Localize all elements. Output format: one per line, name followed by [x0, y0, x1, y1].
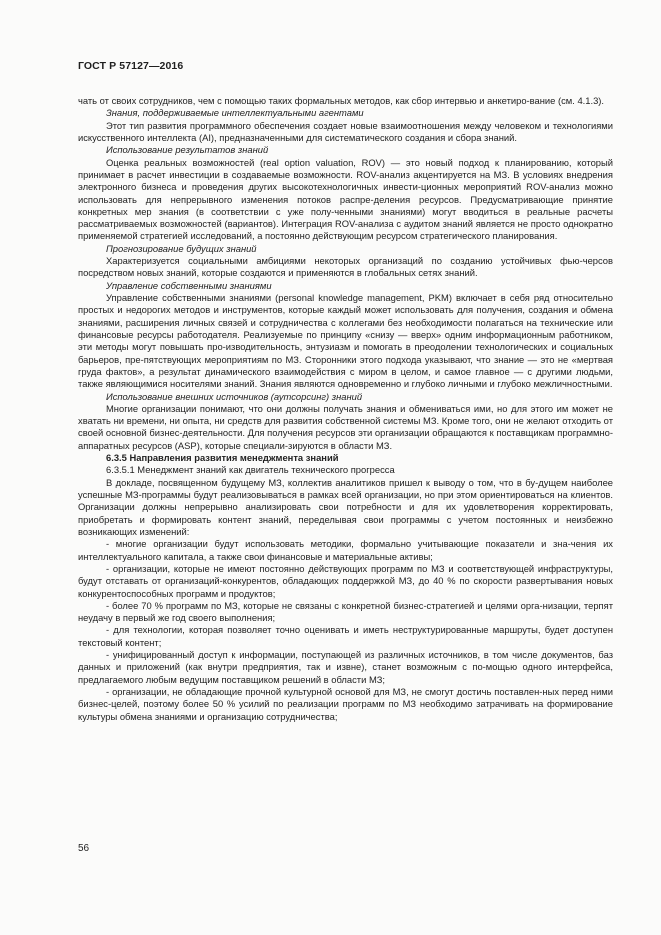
standard-header: ГОСТ Р 57127—2016 [78, 60, 184, 72]
paragraph: Этот тип развития программного обеспечения создает новые взаимоотношения между человеком и технологиями искусственного интеллекта (AI), предназначенными для систематического создания и сбора знаний. [78, 119, 613, 143]
section-heading: 6.3.5 Направления развития менеджмента знаний [106, 452, 339, 464]
section-subheading: Использование внешних источников (аутсорсинг) знаний [106, 390, 363, 402]
section-subheading: Знания, поддерживаемые интеллектуальными агентами [106, 107, 364, 119]
subsection-title: 6.3.5.1 Менеджмент знаний как двигатель технического прогресса [106, 464, 395, 476]
list-item: - организации, которые не имеют постоянно действующих программ по МЗ и соответствующей инфраструктуры, будут отставать от организаций-конкурентов, обладающих поддержкой МЗ, до 40 % по скорости развертывания новых конкурентоспособных программ и продуктов; [78, 562, 613, 599]
paragraph: Оценка реальных возможностей (real option valuation, ROV) — это новый подход к планированию, который принимает в расчет инвестиции в создаваемые возможности. ROV-анализ акцентируется на МЗ. В условиях внедрения электронного бизнеса и проведения других высокотехнологичных инвести-ционных мероприятий ROV-анализ можно использовать для непрерывного изменения потоков распре-деления ресурсов. Предусматривающие принятие конкретных мер знания (в соответствии с уже полу-ченными знаниями) могут вводиться в реальные расчеты рассматриваемых возможностей (вариантов). Интеграция ROV-анализа с аудитом знаний является не просто однократно применяемой стратегией исследований, а постоянно действующим ресурсом стратегического планирования. [78, 156, 613, 242]
list-item: - многие организации будут использовать методики, формально учитывающие показатели и зна-чения их интеллектуального капитала, а также свои финансовые и материальные активы; [78, 538, 613, 562]
page-number: 56 [78, 843, 90, 854]
list-item: - для технологии, которая позволяет точно оценивать и иметь неструктурированные маршруты, будет доступен текстовый контент; [78, 624, 613, 648]
document-body [78, 95, 613, 723]
list-item: - унифицированный доступ к информации, поступающей из различных источников, в том числе документов, баз данных и приложений (как внутри предприятия, так и извне), станет возможным с по-мощью одного интерфейса, предлагаемого любым ведущим поставщиком решений в области МЗ; [78, 649, 613, 685]
paragraph: Многие организации понимают, что они должны получать знания и обмениваться ими, но для этого им может не хватать ни времени, ни опыта, ни средств для развития собственной системы МЗ. Кроме того, они не желают отходить от своей основной бизнес-деятельности. Для получения ресурсов эти организации обращаются к поставщикам программно-аппаратных ресурсов (ASP), которые специали-зируются в области МЗ. [78, 402, 613, 451]
section-subheading: Использование результатов знаний [106, 144, 269, 156]
section-subheading: Прогнозирование будущих знаний [106, 242, 257, 254]
paragraph: Управление собственными знаниями (personal knowledge management, PKM) включает в себя ряд относительно простых и недорогих методов и инструментов, которые каждый может использовать для получения, создания и обмена знаниями, расширения личных связей и сотрудничества с коллегами без необходимости полагаться на технические или финансовые ресурсы работодателя. Реализуемые по принципу «снизу — вверх» одним информационным работником, эти методы могут повышать про-изводительность, энтузиазм и помогать в преодолении технологических и социальных барьеров, пре-пятствующих мероприятиям по МЗ. Сторонники этого подхода указывают, что знание — это не «мертвая груда фактов», а результат динамического взаимодействия с миром в целом, и самое главное — с другими людьми, также являющимися носителями знаний. Знания являются одновременно и глубоко личными и глубоко межличностными. [78, 292, 613, 390]
section-subheading: Управление собственными знаниями [106, 279, 272, 291]
list-item: - более 70 % программ по МЗ, которые не связаны с конкретной бизнес-стратегией и целями орга-низации, терпят неудачу в первый же год своего выполнения; [78, 599, 613, 624]
paragraph: В докладе, посвященном будущему МЗ, коллектив аналитиков пришел к выводу о том, что в бу-дущем наиболее успешные МЗ-программы будут реализовываться в рамках всей организации, но при этом ориентироваться на клиентов. Организации должны непрерывно анализировать свои потребности и для их удовлетворения корректировать, приобретать и формировать контент знаний, переделывая свои программы с учетом постоянных и неизбежно возникающих изменений: [78, 476, 613, 537]
paragraph: Характеризуется социальными амбициями некоторых организаций по созданию устойчивых фью-черсов посредством новых знаний, которые создаются и применяются в глобальных сетях знаний. [78, 255, 613, 279]
list-item: - организации, не обладающие прочной культурной основой для МЗ, не смогут достичь поставлен-ных перед ними бизнес-целей, поэтому более 50 % усилий по реализации программ по МЗ необходимо затрачивать на формирование культуры обмена знаниями и организацию сотрудничества; [78, 686, 613, 722]
paragraph: чать от своих сотрудников, чем с помощью таких формальных методов, как сбор интервью и анкетиро-вание (см. 4.1.3). [78, 95, 605, 106]
